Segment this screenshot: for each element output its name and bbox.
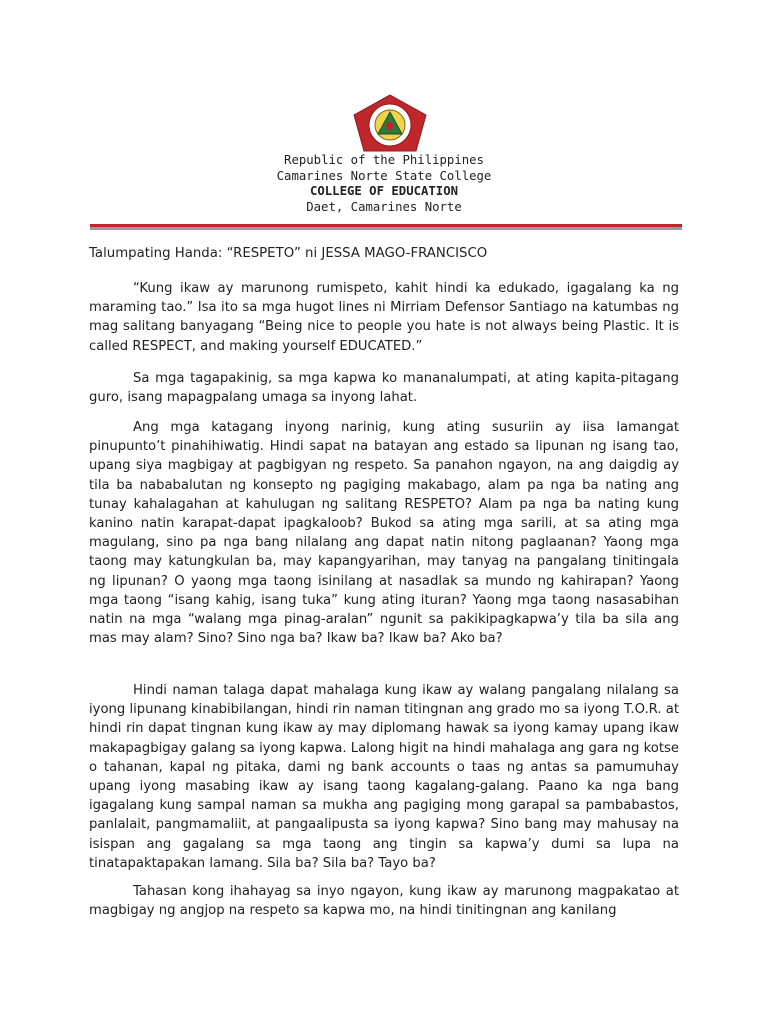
header-republic: Republic of the Philippines — [284, 153, 484, 167]
header-department: COLLEGE OF EDUCATION — [309, 184, 459, 199]
college-seal-logo — [350, 93, 430, 153]
paragraph-5: Tahasan kong ihahayag sa inyo ngayon, kung ikaw ay marunong magpakatao at magbigay ng angjop na respeto sa kapwa mo, na hindi tinitingnan ang kanilang — [89, 884, 679, 919]
paragraph-3: Ang mga katagang inyong narinig, kung ating susuriin ay iisa lamangat pinupunto’t pinahihiwatig. Hindi sapat na batayan ang estado sa lipunan ng isang tao, upang siya magbigay at pagbigyan ng respeto. Sa panahon ngayon, na ang daigdig ay tila ba nababalutan ng konsepto ng pagiging makabago, alam pa nga ba nating ang tunay kahalagahan at kahulugan ng salitang RESPETO? Alam pa nga ba nating kung kanino natin karapat-dapat ipagkaloob? Bukod sa ating mga sarili, at sa ating mga magulang, sino pa nga bang nilalang ang dapat natin nitong paglaanan? Yaong mga taong may katungkulan ba, may kapangyarihan, may tanyag na pangalang tinitingala ng lipunan? O yaong mga taong isinilang at nasadlak sa mundo ng kahirapan? Yaong mga taong “isang kahig, isang tuka” kung ating ituran? Yaong mga taong nasasabihan natin na mga “walang mga pinag-aralan” ngunit sa pakikipagkapwa’y tila ba sila ang mas may alam? Sino? Sino nga ba? Ikaw ba? Ikaw ba? Ako ba? — [89, 420, 679, 647]
speech-title: Talumpating Handa: “RESPETO” ni JESSA MAGO-FRANCISCO — [89, 246, 488, 261]
paragraph-4: Hindi naman talaga dapat mahalaga kung ikaw ay walang pangalang nilalang sa iyong lipunang kinabibilangan, hindi rin naman titingnan ang grado mo sa iyong T.O.R. at hindi rin dapat tingnan kung ikaw ay may diplomang hawak sa iyong kamay upang ikaw makapagbigay galang sa iyong kapwa. Lalong higit na hindi mahalaga ang gara ng kotse o tahanan, kapal ng pitaka, dami ng bank accounts o taas ng antas sa pamumuhay upang iyong masabing ikaw ay isang taong kagalang-galang. Paano ka nga bang igagalang kung sampal naman sa mukha ang pagiging mong garapal sa pambabastos, panlalait, pangmamaliit, at pangaalipusta sa iyong kapwa? Sino bang may mahusay na isispan ang gagalang sa mga taong ang tingin sa kapwa’y dumi sa lupa na tinatapaktapakan lamang. Sila ba? Sila ba? Tayo ba? — [89, 683, 679, 871]
paragraph-2: Sa mga tagapakinig, sa mga kapwa ko mananalumpati, at ating kapita-pitagang guro, isang mapagpalang umaga sa inyong lahat. — [89, 371, 679, 406]
header-college-name: Camarines Norte State College — [276, 168, 492, 183]
letterhead — [0, 153, 768, 215]
paragraph-1: “Kung ikaw ay marunong rumispeto, kahit hindi ka edukado, igagalang ka ng maraming tao.” Isa ito sa mga hugot lines ni Mirriam Defensor Santiago na katumbas ng mag salitang banyagang “Being nice to people you hate is not always being Plastic. It is called RESPECT, and making yourself EDUCATED.” — [89, 281, 679, 354]
header-address: Daet, Camarines Norte — [306, 199, 462, 214]
header-rule-gray — [90, 227, 682, 230]
